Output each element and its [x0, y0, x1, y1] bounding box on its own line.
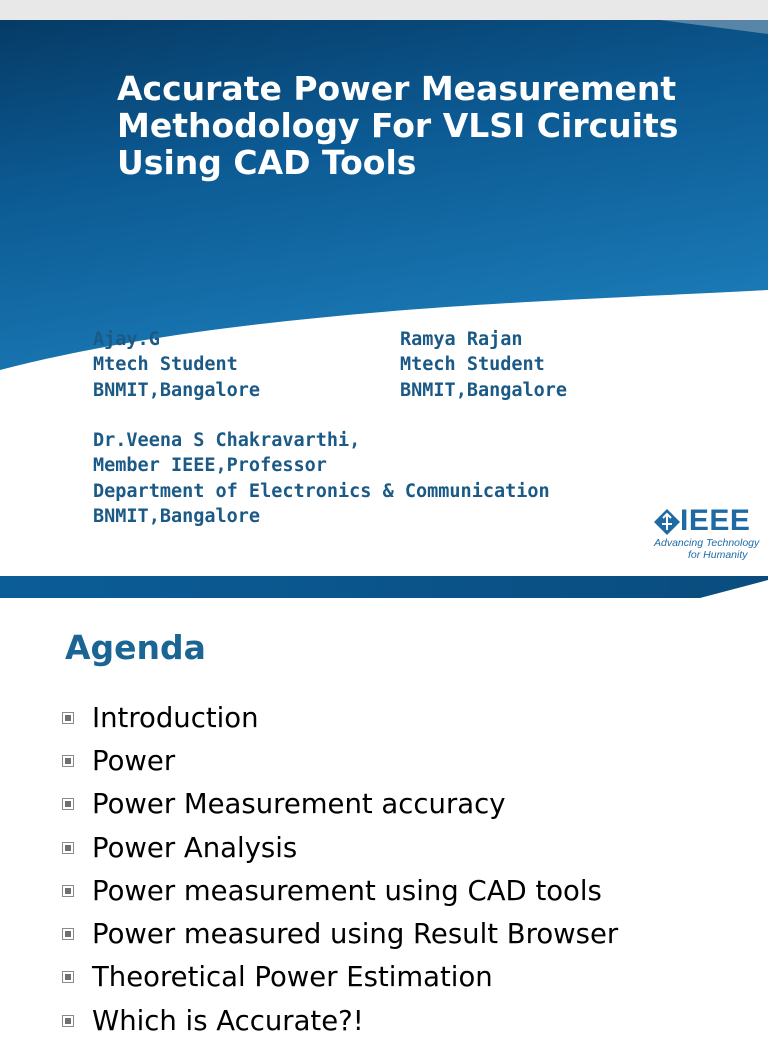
- square-bullet-icon: [62, 1015, 74, 1027]
- agenda-item: [62, 869, 618, 912]
- agenda-item-text: Which is Accurate?!: [92, 1004, 364, 1037]
- title-line: Accurate Power Measurement: [117, 69, 677, 108]
- agenda-heading: Agenda: [65, 628, 206, 667]
- author-affiliation: BNMIT,Bangalore: [93, 505, 261, 527]
- agenda-item: [62, 826, 618, 869]
- bottom-banner: [0, 576, 768, 598]
- ieee-logo: [650, 504, 760, 564]
- agenda-item-text: Power measured using Result Browser: [92, 918, 619, 951]
- square-bullet-icon: [62, 971, 74, 983]
- agenda-item: [62, 956, 618, 999]
- author-block-veena: [93, 428, 550, 529]
- author-block-ajay: [93, 327, 260, 403]
- author-name: Ramya Rajan: [400, 329, 523, 350]
- author-affiliation: BNMIT,Bangalore: [400, 379, 568, 401]
- agenda-slide: [0, 598, 768, 1037]
- square-bullet-icon: [62, 928, 74, 940]
- author-name: Ajay.G: [93, 329, 160, 350]
- top-gray-strip: [0, 0, 768, 20]
- agenda-item: [62, 912, 618, 955]
- square-bullet-icon: [62, 885, 74, 897]
- agenda-item-text: Power measurement using CAD tools: [92, 874, 602, 907]
- author-role: Mtech Student: [400, 354, 545, 376]
- author-department: Department of Electronics & Communication: [93, 480, 550, 502]
- square-bullet-icon: [62, 712, 74, 724]
- author-role: Mtech Student: [93, 354, 238, 376]
- square-bullet-icon: [62, 842, 74, 854]
- author-name: Dr.Veena S Chakravarthi,: [93, 430, 361, 451]
- agenda-item-text: Power: [92, 744, 176, 777]
- title-line: Using CAD Tools: [117, 143, 417, 182]
- square-bullet-icon: [62, 755, 74, 767]
- title-line: Methodology For VLSI Circuits: [117, 106, 679, 145]
- ieee-wordmark: IEEE: [680, 504, 751, 537]
- agenda-item: [62, 999, 618, 1042]
- ieee-tagline: Advancing Technology: [654, 537, 760, 549]
- agenda-item: [62, 739, 618, 782]
- square-bullet-icon: [62, 798, 74, 810]
- agenda-item-text: Introduction: [92, 701, 259, 734]
- author-affiliation: BNMIT,Bangalore: [93, 379, 261, 401]
- presentation-title: [117, 70, 757, 181]
- author-block-ramya: [400, 327, 567, 403]
- agenda-item-text: Power Measurement accuracy: [92, 788, 506, 821]
- author-role: Member IEEE,Professor: [93, 455, 327, 477]
- agenda-list: [62, 696, 618, 1042]
- ieee-tagline: for Humanity: [688, 549, 748, 561]
- agenda-item-text: Theoretical Power Estimation: [92, 961, 493, 994]
- agenda-item-text: Power Analysis: [92, 831, 298, 864]
- agenda-item: [62, 783, 618, 826]
- ieee-diamond-icon: [652, 507, 682, 537]
- agenda-item: [62, 696, 618, 739]
